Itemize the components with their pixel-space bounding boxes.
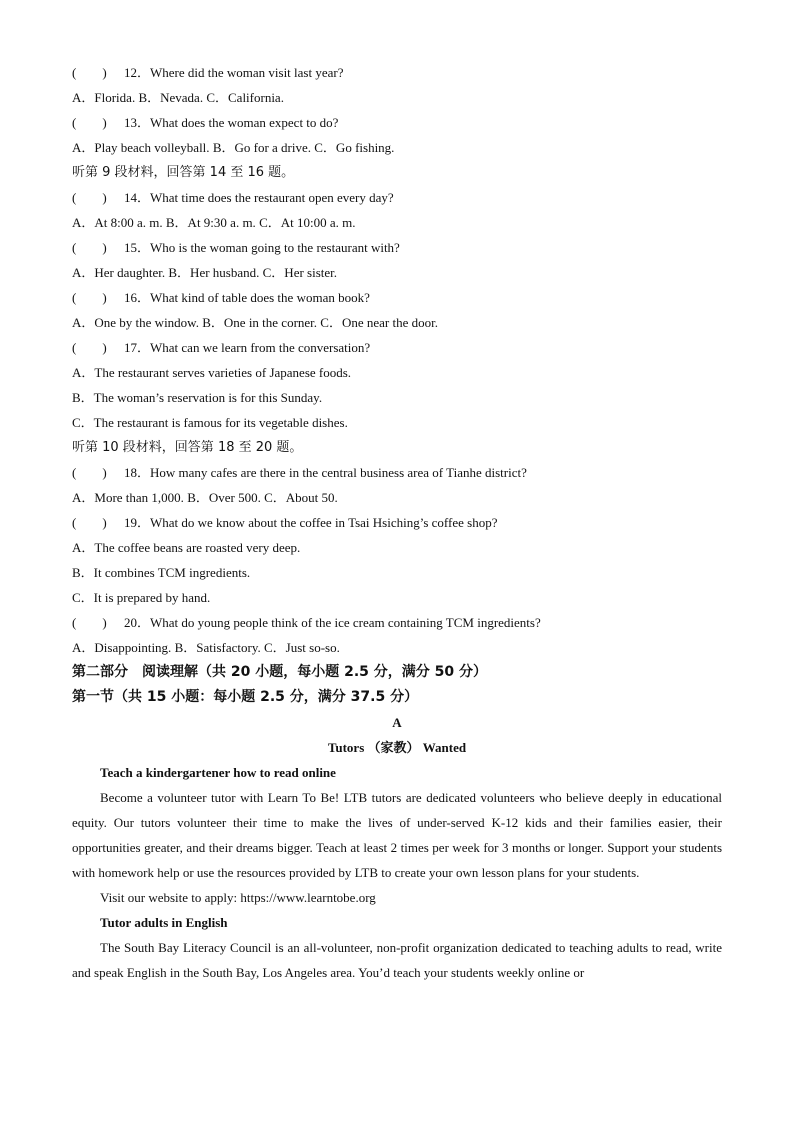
question-text: 19．What do we know about the coffee in Tsai Hsiching’s coffee shop? xyxy=(124,515,498,530)
subheading-kindergartener: Teach a kindergartener how to read online xyxy=(100,765,336,780)
option-b: B．Her husband. xyxy=(168,265,260,280)
options-14 xyxy=(72,210,722,235)
answer-blank[interactable]: ( ) xyxy=(72,65,107,80)
paragraph-ltb: Become a volunteer tutor with Learn To Be! LTB tutors are dedicated volunteers who believe deeply in educational equity. Our tutors volunteer their time to make the lives of under-served K-12 kids and their families easier, their opportunities greater, and their dreams bigger. Teach at least 2 times per week for 3 months or longer. Support your students with homework help or use the resources provided by LTB to create your own lesson plans for your students. xyxy=(72,790,722,880)
option-b: B．Over 500. xyxy=(187,490,261,505)
option-a: A．The coffee beans are roasted very deep. xyxy=(72,540,301,555)
answer-blank[interactable]: ( ) xyxy=(72,340,107,355)
option-b: B．It combines TCM ingredients. xyxy=(72,565,251,580)
option-a: A．More than 1,000. xyxy=(72,490,184,505)
question-text: 16．What kind of table does the woman book? xyxy=(124,290,370,305)
options-15 xyxy=(72,260,722,285)
option-b: B．Nevada. xyxy=(138,90,204,105)
option-c: C．At 10:00 a. m. xyxy=(259,215,356,230)
section-10-instruction: 听第 10 段材料，回答第 18 至 20 题。 xyxy=(72,440,303,455)
option-c: C．About 50. xyxy=(264,490,338,505)
option-a: A．At 8:00 a. m. xyxy=(72,215,163,230)
passage-letter: A xyxy=(392,715,402,730)
answer-blank[interactable]: ( ) xyxy=(72,515,107,530)
question-17 xyxy=(72,335,722,360)
exam-page xyxy=(72,60,722,985)
section-9-instruction: 听第 9 段材料，回答第 14 至 16 题。 xyxy=(72,165,295,180)
question-12 xyxy=(72,60,722,85)
option-a: A．The restaurant serves varieties of Japanese foods. xyxy=(72,365,352,380)
option-b: B．At 9:30 a. m. xyxy=(165,215,256,230)
option-c: C．Go fishing. xyxy=(314,140,395,155)
answer-blank[interactable]: ( ) xyxy=(72,240,107,255)
option-a: A．Disappointing. xyxy=(72,640,172,655)
option-a: A．One by the window. xyxy=(72,315,199,330)
option-c: C．Just so-so. xyxy=(263,640,340,655)
options-20 xyxy=(72,635,722,660)
option-b: B．The woman’s reservation is for this Sunday. xyxy=(72,390,323,405)
option-c: C．California. xyxy=(206,90,284,105)
paragraph-literacy-council: The South Bay Literacy Council is an all-volunteer, non-profit organization dedicated to teaching adults to read, write and speak English in the South Bay, Los Angeles area. You’d teach your students weekly online or xyxy=(72,940,722,980)
options-16 xyxy=(72,310,722,335)
option-b: B．Go for a drive. xyxy=(212,140,312,155)
option-a: A．Play beach volleyball. xyxy=(72,140,210,155)
question-19 xyxy=(72,510,722,535)
question-text: 15．Who is the woman going to the restaurant with? xyxy=(124,240,400,255)
answer-blank[interactable]: ( ) xyxy=(72,190,107,205)
option-c: C．It is prepared by hand. xyxy=(72,590,211,605)
question-14 xyxy=(72,185,722,210)
option-b: B．Satisfactory. xyxy=(174,640,261,655)
question-text: 13．What does the woman expect to do? xyxy=(124,115,339,130)
answer-blank[interactable]: ( ) xyxy=(72,465,107,480)
section-title: 第一节（共 15 小题：每小题 2.5 分，满分 37.5 分） xyxy=(72,689,419,705)
question-16 xyxy=(72,285,722,310)
apply-link-text: Visit our website to apply: https://www.learntobe.org xyxy=(100,890,376,905)
subheading-adults-english: Tutor adults in English xyxy=(100,915,228,930)
question-text: 18．How many cafes are there in the central business area of Tianhe district? xyxy=(124,465,527,480)
answer-blank[interactable]: ( ) xyxy=(72,615,107,630)
option-c: C．Her sister. xyxy=(262,265,338,280)
question-13 xyxy=(72,110,722,135)
question-15 xyxy=(72,235,722,260)
part-title: 第二部分 阅读理解（共 20 小题，每小题 2.5 分，满分 50 分） xyxy=(72,664,488,680)
answer-blank[interactable]: ( ) xyxy=(72,290,107,305)
option-a: A．Florida. xyxy=(72,90,136,105)
question-18 xyxy=(72,460,722,485)
passage-title: Tutors （家教） Wanted xyxy=(327,740,467,755)
option-b: B．One in the corner. xyxy=(202,315,318,330)
answer-blank[interactable]: ( ) xyxy=(72,115,107,130)
options-12 xyxy=(72,85,722,110)
options-13 xyxy=(72,135,722,160)
option-c: C．The restaurant is famous for its vegetable dishes. xyxy=(72,415,348,430)
question-text: 12．Where did the woman visit last year? xyxy=(124,65,344,80)
question-text: 14．What time does the restaurant open every day? xyxy=(124,190,394,205)
option-a: A．Her daughter. xyxy=(72,265,166,280)
question-20 xyxy=(72,610,722,635)
options-18 xyxy=(72,485,722,510)
question-text: 20．What do young people think of the ice cream containing TCM ingredients? xyxy=(124,615,541,630)
option-c: C．One near the door. xyxy=(320,315,438,330)
question-text: 17．What can we learn from the conversation? xyxy=(124,340,371,355)
